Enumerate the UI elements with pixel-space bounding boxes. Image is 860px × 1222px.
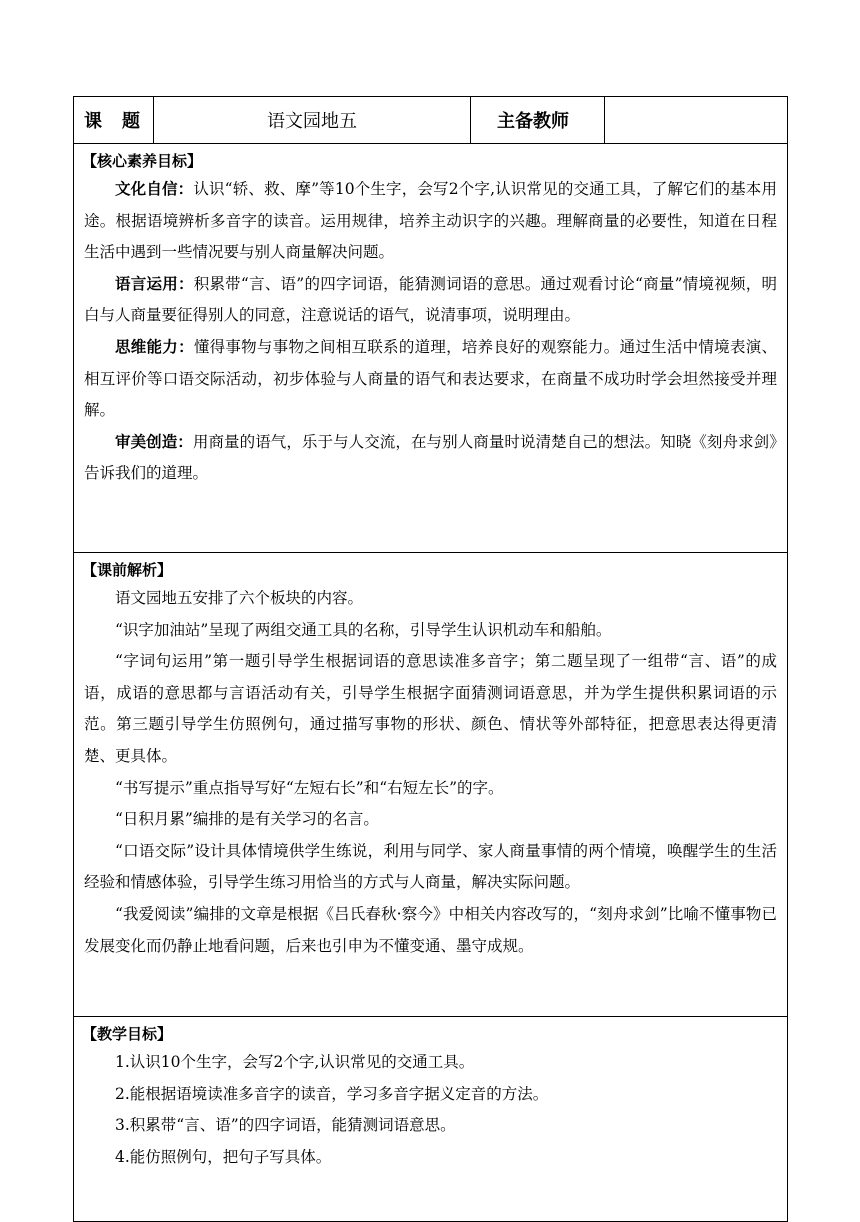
analysis-paragraph: “我爱阅读”编排的文章是根据《吕氏春秋·察今》中相关内容改写的，“刻舟求剑”比喻不懂事物已发展变化而仍静止地看问题，后来也引申为不懂变通、墨守成规。 bbox=[84, 904, 777, 955]
teacher-label: 主备教师 bbox=[471, 97, 605, 144]
core-goal-item: 文化自信：认识“轿、救、摩”等10个生字，会写2个字,认识常见的交通工具，了解它们的基本用途。根据语境辨析多音字的读音。运用规律，培养主动识字的兴趣。理解商量的必要性，知道在日程生活中遇到一些情况要与别人商量解决问题。 bbox=[84, 180, 777, 262]
topic-label: 课 题 bbox=[74, 97, 154, 144]
core-goal-item: 审美创造：用商量的语气，乐于与人交流，在与别人商量时说清楚自己的想法。知晓《刻舟求剑》告诉我们的道理。 bbox=[84, 432, 777, 483]
core-goals-section bbox=[74, 144, 788, 553]
core-goal-item: 语言运用：积累带“言、语”的四字词语，能猜测词语的意思。通过观看讨论“商量”情境视频，明白与人商量要征得别人的同意，注意说话的语气，说清事项，说明理由。 bbox=[84, 274, 777, 325]
core-goal-item: 思维能力：懂得事物与事物之间相互联系的道理，培养良好的观察能力。通过生活中情境表演、相互评价等口语交际活动，初步体验与人商量的语气和表达要求，在商量不成功时学会坦然接受并理解。 bbox=[84, 337, 777, 420]
analysis-heading: 【课前解析】 bbox=[82, 561, 173, 579]
analysis-paragraph: “字词句运用”第一题引导学生根据词语的意思读准多音字；第二题呈现了一组带“言、语”的成语，成语的意思都与言语活动有关，引导学生根据字面猜测词语意思，并为学生提供积累词语的示范。第三题引导学生仿照例句，通过描写事物的形状、颜色、情状等外部特征，把意思表达得更清楚、更具体。 bbox=[84, 652, 777, 765]
lesson-plan-table bbox=[73, 96, 788, 1222]
teaching-goals-heading: 【教学目标】 bbox=[82, 1025, 173, 1043]
teaching-goal-item: 4.能仿照例句，把句子写具体。 bbox=[115, 1147, 332, 1166]
analysis-paragraph: “书写提示”重点指导写好“左短右长”和“右短左长”的字。 bbox=[115, 778, 504, 797]
teaching-goal-item: 3.积累带“言、语”的四字词语，能猜测词语意思。 bbox=[115, 1116, 456, 1135]
analysis-paragraph: “识字加油站”呈现了两组交通工具的名称，引导学生认识机动车和船舶。 bbox=[115, 620, 612, 639]
teaching-goal-item: 2.能根据语境读准多音字的读音，学习多音字据义定音的方法。 bbox=[115, 1084, 549, 1103]
lesson-title: 语文园地五 bbox=[154, 97, 471, 144]
teaching-goal-item: 1.认识10个生字，会写2个字,认识常见的交通工具。 bbox=[115, 1053, 475, 1071]
header-row bbox=[74, 97, 788, 144]
analysis-section bbox=[74, 553, 788, 1017]
analysis-paragraph: “口语交际”设计具体情境供学生练说，利用与同学、家人商量事情的两个情境，唤醒学生的生活经验和情感体验，引导学生练习用恰当的方式与人商量，解决实际问题。 bbox=[84, 841, 777, 892]
core-goals-heading: 【核心素养目标】 bbox=[82, 152, 203, 170]
analysis-paragraph: “日积月累”编排的是有关学习的名言。 bbox=[115, 810, 379, 829]
teacher-value bbox=[605, 97, 788, 144]
teaching-goals-section bbox=[74, 1017, 788, 1222]
analysis-paragraph: 语文园地五安排了六个板块的内容。 bbox=[115, 589, 364, 607]
